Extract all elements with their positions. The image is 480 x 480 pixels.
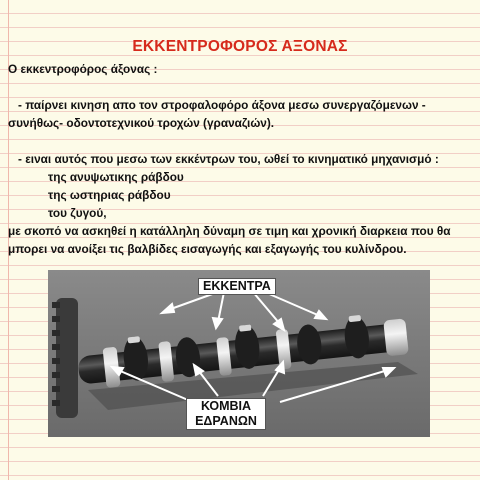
purpose-line-2: μπορει να ανοίξει τις βαλβίδες εισαγωγής και εξαγωγής του κυλίνδρου. — [8, 242, 407, 256]
sub-item-rocker: του ζυγού, — [48, 206, 107, 220]
purpose-line-1: με σκοπό να ασκηθεί η κατάλληλη δύναμη σε τιμη και χρονική διαρκεια που θα — [8, 224, 451, 238]
camshaft-photo — [48, 270, 430, 437]
bullet-2-line-1: - ειναι αυτός που μεσω των εκκέντρων του, ωθεί το κινηματικό μηχανισμό : — [18, 152, 439, 166]
bearings-label-line-2: ΕΔΡΑΝΩΝ — [195, 414, 257, 428]
bullet-1-line-1: - παίρνει κινηση απο τον στροφαλοφόρο άξονα μεσω συνεργαζόμενων - — [18, 98, 426, 112]
sub-item-push-rod: της ωστηριας ράβδου — [48, 188, 171, 202]
timing-gear — [52, 298, 78, 418]
page-title: ΕΚΚΕΝΤΡΟΦΟΡΟΣ ΑΞΟΝΑΣ — [132, 38, 348, 55]
bearings-label-line-1: ΚΟΜΒΙΑ — [200, 399, 252, 413]
intro-text: Ο εκκεντροφόρος άξονας : — [8, 62, 158, 76]
sub-item-lifter-rod: της ανυψωτικης ράβδου — [48, 170, 184, 184]
bearing-journal — [383, 318, 409, 356]
bearings-label — [186, 398, 266, 430]
bullet-1-line-2: συνήθως- οδοντοτεχνικού τροχών (γραναζιών). — [8, 116, 275, 130]
cams-label: ΕΚΚΕΝΤΡΑ — [198, 278, 276, 295]
